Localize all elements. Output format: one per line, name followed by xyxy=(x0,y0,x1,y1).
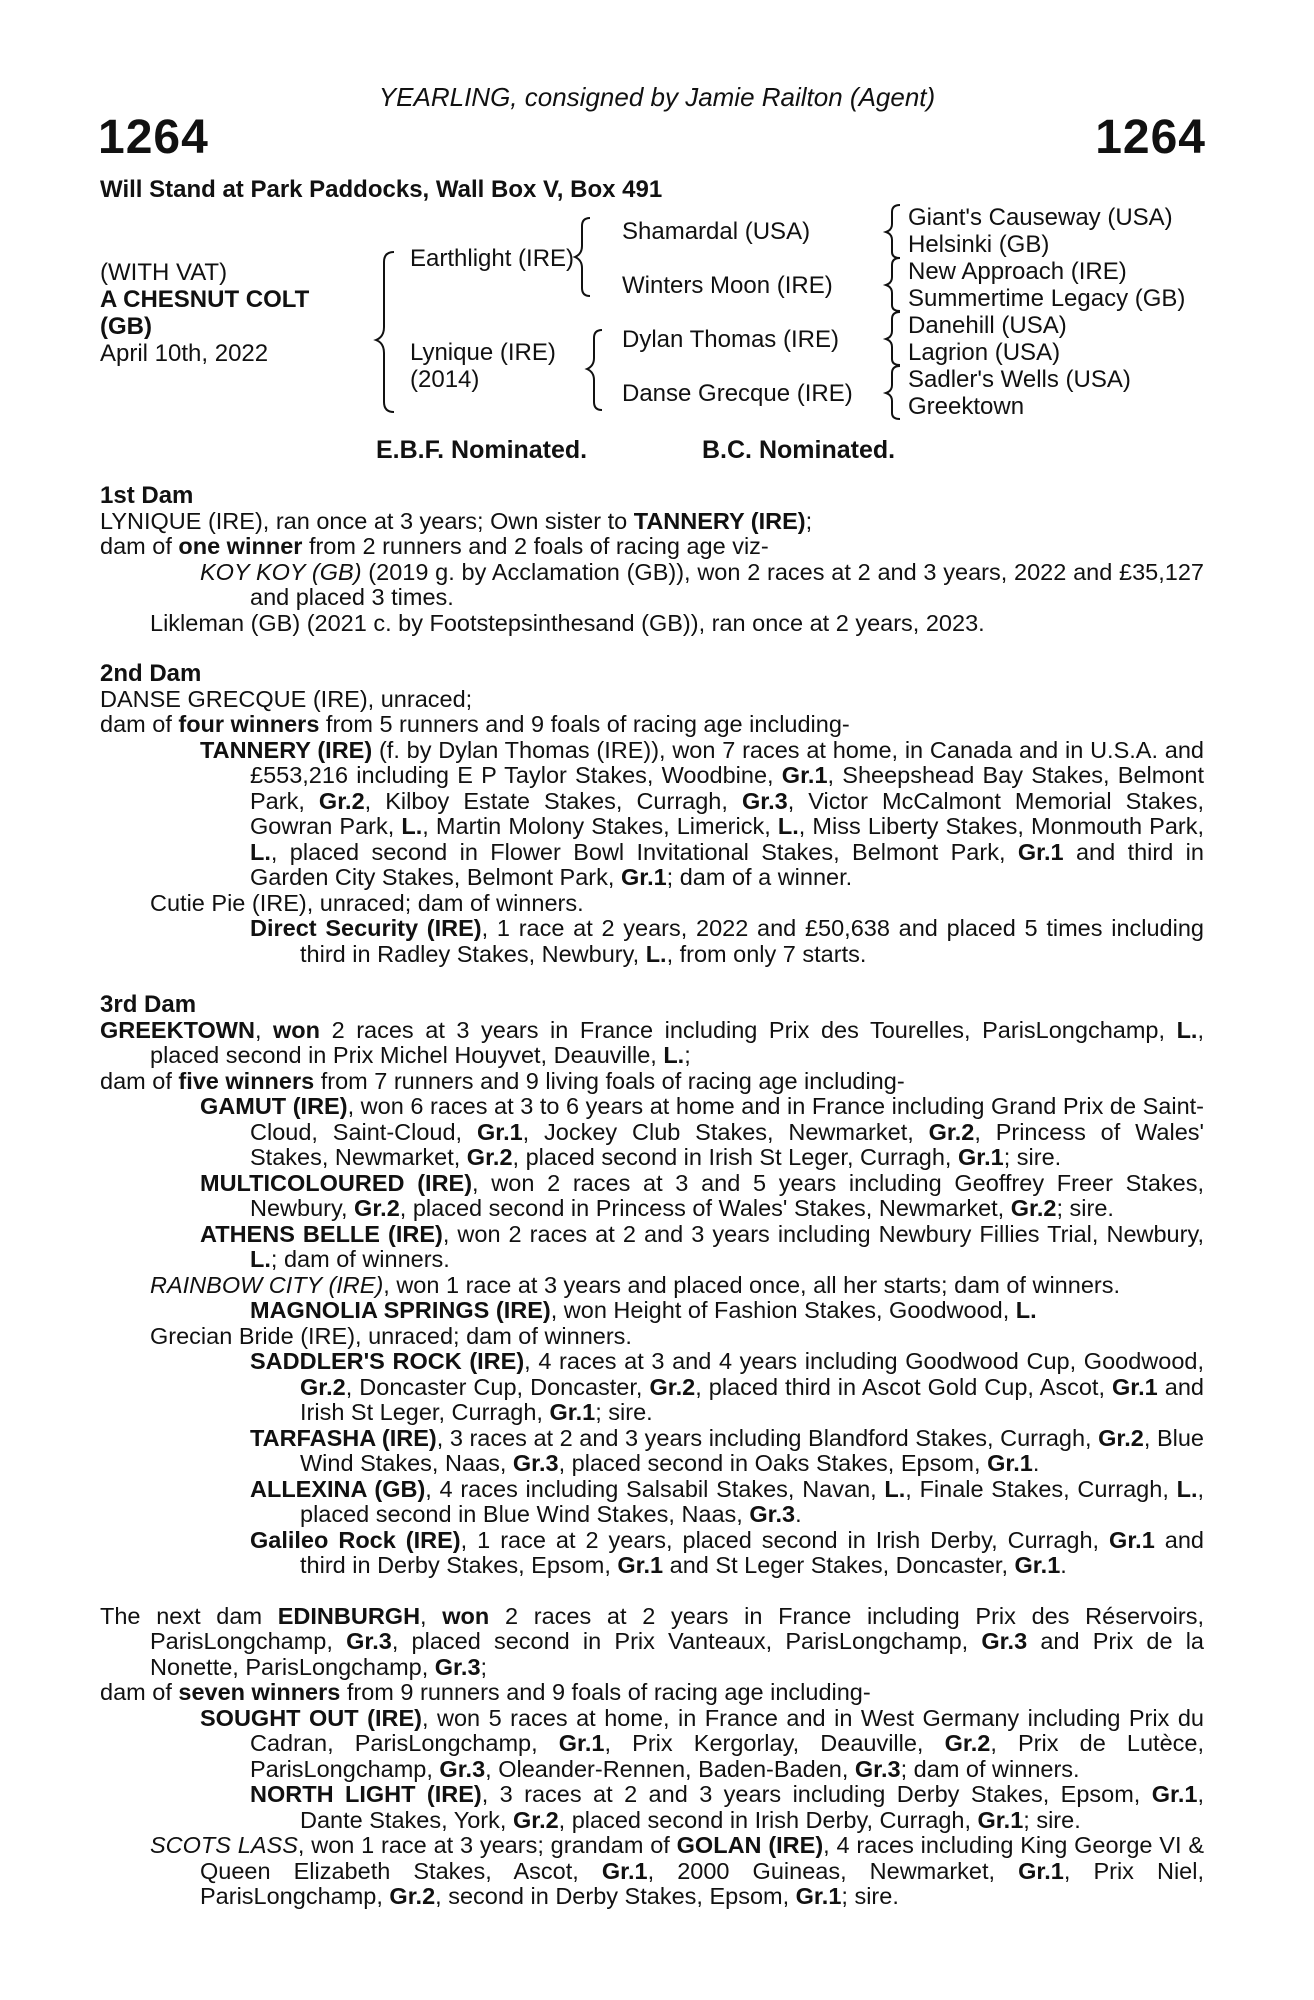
produce-record xyxy=(100,483,1204,1910)
bc-nomination: B.C. Nominated. xyxy=(702,436,896,464)
lot-number-right: 1264 xyxy=(1095,111,1206,164)
dam-dam-name: Danse Grecque (IRE) xyxy=(622,380,853,407)
second-dam-produce: dam of four winners from 5 runners and 9 foals of racing age including- xyxy=(100,711,850,737)
second-dam-line: DANSE GRECQUE (IRE), unraced; xyxy=(100,685,473,712)
dam-name: Lynique (IRE) xyxy=(410,339,556,366)
second-dam-heading: 2nd Dam xyxy=(100,660,202,687)
horse-country: (GB) xyxy=(100,313,152,340)
progeny-koy-koy: KOY KOY (GB) (2019 g. by Acclamation (GB)), won 2 races at 2 and 3 years, 2022 and £35,127 and placed 3 times. xyxy=(200,558,1204,610)
consignment-line: YEARLING, consigned by Jamie Railton (Agent) xyxy=(378,82,936,112)
gen3-summertime-legacy: Summertime Legacy (GB) xyxy=(908,285,1186,312)
sire-dam-name: Winters Moon (IRE) xyxy=(622,272,833,299)
third-dam-heading: 3rd Dam xyxy=(100,991,197,1018)
dam-year: (2014) xyxy=(410,366,480,393)
gen3-sadlers-wells: Sadler's Wells (USA) xyxy=(908,366,1131,393)
progeny-sought-out: SOUGHT OUT (IRE), won 5 races at home, in France and in West Germany including Prix du Cadran, ParisLongchamp, Gr.1, Prix Kergorlay, Deauville, Gr.2, Prix de Lutèce, ParisLongchamp, Gr.3, Oleander-Rennen, Baden-Baden, Gr.3; dam of winners. xyxy=(200,1704,1204,1782)
ebf-nomination: E.B.F. Nominated. xyxy=(376,436,588,464)
progeny-north-light: NORTH LIGHT (IRE), 3 races at 2 and 3 years including Derby Stakes, Epsom, Gr.1, Dante Stakes, York, Gr.2, placed second in Irish Derby, Curragh, Gr.1; sire. xyxy=(250,1781,1205,1833)
progeny-likleman: Likleman (GB) (2021 c. by Footstepsinthesand (GB)), ran once at 2 years, 2023. xyxy=(150,609,985,636)
progeny-rainbow-city: RAINBOW CITY (IRE), won 1 race at 3 years and placed once, all her starts; dam of winners. xyxy=(150,1271,1120,1298)
sire-sire-name: Shamardal (USA) xyxy=(622,218,811,245)
stand-location: Will Stand at Park Paddocks, Wall Box V, Box 491 xyxy=(100,176,663,203)
gen3-lagrion: Lagrion (USA) xyxy=(908,339,1061,366)
progeny-magnolia-springs: MAGNOLIA SPRINGS (IRE), won Height of Fashion Stakes, Goodwood, L. xyxy=(250,1297,1037,1323)
gen3-danehill: Danehill (USA) xyxy=(908,312,1067,339)
vat-note: (WITH VAT) xyxy=(100,259,228,286)
horse-description: A CHESNUT COLT xyxy=(100,286,310,313)
third-dam-produce: dam of five winners from 7 runners and 9 living foals of racing age including- xyxy=(100,1067,905,1094)
progeny-gamut: GAMUT (IRE), won 6 races at 3 to 6 years at home and in France including Grand Prix de Saint-Cloud, Saint-Cloud, Gr.1, Jockey Club Stakes, Newmarket, Gr.2, Princess of Wales' Stakes, Newmarket, Gr.2, placed second in Irish St Leger, Curragh, Gr.1; sire. xyxy=(200,1093,1205,1170)
next-dam-produce: dam of seven winners from 9 runners and 9 foals of racing age including- xyxy=(100,1679,871,1705)
progeny-tarfasha: TARFASHA (IRE), 3 races at 2 and 3 years including Blandford Stakes, Curragh, Gr.2, Blue Wind Stakes, Naas, Gr.3, placed second in Oaks Stakes, Epsom, Gr.1. xyxy=(250,1424,1205,1476)
progeny-saddlers-rock: SADDLER'S ROCK (IRE), 4 races at 3 and 4 years including Goodwood Cup, Goodwood, Gr.2, Doncaster Cup, Doncaster, Gr.2, placed third in Ascot Gold Cup, Ascot, Gr.1 and Irish St Leger, Curragh, Gr.1; sire. xyxy=(250,1348,1204,1425)
next-dam-line: The next dam EDINBURGH, won 2 races at 2 years in France including Prix des Réservoirs, ParisLongchamp, Gr.3, placed second in Prix Vanteaux, ParisLongchamp, Gr.3 and Prix de la Nonette, ParisLongchamp, Gr.3; xyxy=(100,1602,1205,1680)
gen3-new-approach: New Approach (IRE) xyxy=(908,258,1127,285)
progeny-galileo-rock: Galileo Rock (IRE), 1 race at 2 years, placed second in Irish Derby, Curragh, Gr.1 and third in Derby Stakes, Epsom, Gr.1 and St Leger Stakes, Doncaster, Gr.1. xyxy=(250,1526,1204,1578)
sire-name: Earthlight (IRE) xyxy=(410,245,575,272)
gen3-greektown: Greektown xyxy=(908,393,1025,420)
progeny-cutie-pie: Cutie Pie (IRE), unraced; dam of winners. xyxy=(150,889,584,916)
foaling-date: April 10th, 2022 xyxy=(100,340,269,367)
lot-number-left: 1264 xyxy=(98,111,209,164)
progeny-allexina: ALLEXINA (GB), 4 races including Salsabil Stakes, Navan, L., Finale Stakes, Curragh, L., placed second in Blue Wind Stakes, Naas, Gr.3. xyxy=(250,1475,1205,1527)
progeny-tannery: TANNERY (IRE) (f. by Dylan Thomas (IRE)), won 7 races at home, in Canada and in U.S.A. and £553,216 including E P Taylor Stakes, Woodbine, Gr.1, Sheepshead Bay Stakes, Belmont Park, Gr.2, Kilboy Estate Stakes, Curragh, Gr.3, Victor McCalmont Memorial Stakes, Gowran Park, L., Martin Molony Stakes, Limerick, L., Miss Liberty Stakes, Monmouth Park, L., placed second in Flower Bowl Invitational Stakes, Belmont Park, Gr.1 and third in Garden City Stakes, Belmont Park, Gr.1; dam of a winner. xyxy=(200,736,1204,890)
progeny-direct-security: Direct Security (IRE), 1 race at 2 years, 2022 and £50,638 and placed 5 times including third in Radley Stakes, Newbury, L., from only 7 starts. xyxy=(250,915,1204,967)
first-dam-heading: 1st Dam xyxy=(100,482,194,509)
first-dam-produce: dam of one winner from 2 runners and 2 foals of racing age viz- xyxy=(100,533,769,559)
progeny-scots-lass: SCOTS LASS, won 1 race at 3 years; grandam of GOLAN (IRE), 4 races including King George VI & Queen Elizabeth Stakes, Ascot, Gr.1, 2000 Guineas, Newmarket, Gr.1, Prix Niel, ParisLongchamp, Gr.2, second in Derby Stakes, Epsom, Gr.1; sire. xyxy=(150,1832,1204,1909)
progeny-multicoloured: MULTICOLOURED (IRE), won 2 races at 3 and 5 years including Geoffrey Freer Stakes, Newbury, Gr.2, placed second in Princess of Wales' Stakes, Newmarket, Gr.2; sire. xyxy=(200,1169,1204,1221)
gen3-helsinki: Helsinki (GB) xyxy=(908,231,1050,258)
progeny-athens-belle: ATHENS BELLE (IRE), won 2 races at 2 and 3 years including Newbury Fillies Trial, Newbury, L.; dam of winners. xyxy=(200,1220,1204,1272)
third-dam-line: GREEKTOWN, won 2 races at 3 years in France including Prix des Tourelles, ParisLongchamp, L., placed second in Prix Michel Houyvet, Deauville, L.; xyxy=(100,1016,1204,1068)
dam-sire-name: Dylan Thomas (IRE) xyxy=(622,326,839,353)
progeny-grecian-bride: Grecian Bride (IRE), unraced; dam of winners. xyxy=(150,1322,632,1349)
gen3-giants-causeway: Giant's Causeway (USA) xyxy=(908,204,1173,231)
first-dam-line: LYNIQUE (IRE), ran once at 3 years; Own sister to TANNERY (IRE); xyxy=(100,507,813,534)
